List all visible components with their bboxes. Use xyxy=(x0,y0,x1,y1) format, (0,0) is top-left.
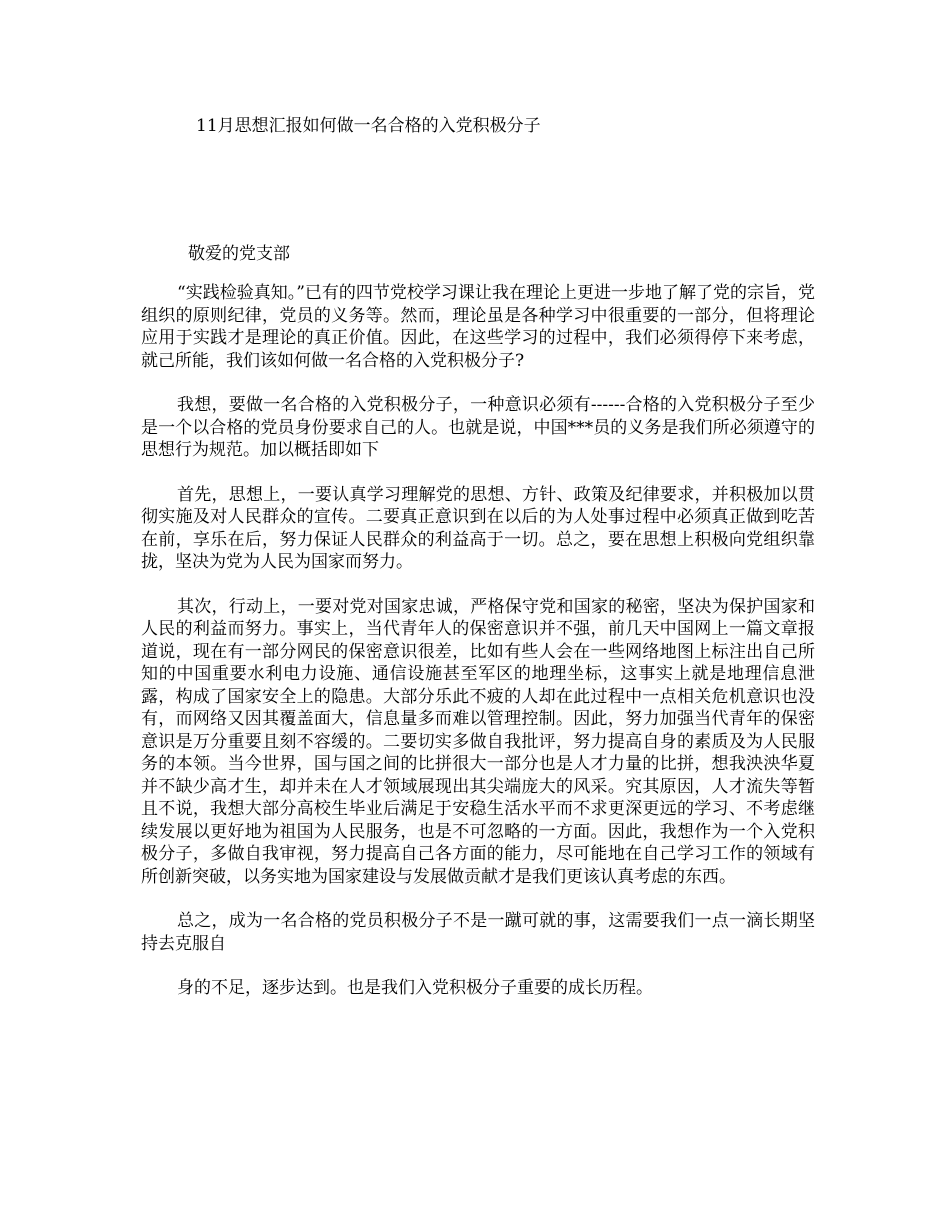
document-body xyxy=(141,282,815,1022)
paragraph-4: 其次，行动上，一要对党对国家忠诚，严格保守党和国家的秘密，坚决为保护国家和人民的利益而努力。事实上，当代青年人的保密意识并不强，前几天中国网上一篇文章报道说，现在有一部分网民的保密意识很差，比如有些人会在一些网络地图上标注出自己所知的中国重要水利电力设施、通信设施甚至军区的地理坐标，这事实上就是地理信息泄露，构成了国家安全上的隐患。大部分乐此不疲的人却在此过程中一点相关危机意识也没有，而网络又因其覆盖面大，信息量多而难以管理控制。因此，努力加强当代青年的保密意识是万分重要且刻不容缓的。二要切实多做自我批评，努力提高自身的素质及为人民服务的本领。当今世界，国与国之间的比拼很大一部分也是人才力量的比拼，想我泱泱华夏并不缺少高才生，却并未在人才领域展现出其尖端庞大的风采。究其原因，人才流失等暂且不说，我想大部分高校生毕业后满足于安稳生活水平而不求更深更远的学习、不考虑继续发展以更好地为祖国为人民服务，也是不可忽略的一方面。因此，我想作为一个入党积极分子，多做自我审视，努力提高自己各方面的能力，尽可能地在自己学习工作的领域有所创新突破，以务实地为国家建设与发展做贡献才是我们更该认真考虑的东西。 xyxy=(141,596,815,887)
paragraph-5: 总之，成为一名合格的党员积极分子不是一蹴可就的事，这需要我们一点一滴长期坚持去克服自 xyxy=(141,911,815,954)
paragraph-2: 我想，要做一名合格的入党积极分子，一种意识必须有------合格的入党积极分子至少是一个以合格的党员身份要求自己的人。也就是说，中国***员的义务是我们所必须遵守的思想行为规范。加以概括即如下 xyxy=(141,395,815,460)
paragraph-6: 身的不足，逐步达到。也是我们入党积极分子重要的成长历程。 xyxy=(177,978,653,998)
document-title: 11月思想汇报如何做一名合格的入党积极分子 xyxy=(196,116,541,136)
salutation: 敬爱的党支部 xyxy=(188,244,290,264)
paragraph-1: “实践检验真知。”已有的四节党校学习课让我在理论上更进一步地了解了党的宗旨，党组织的原则纪律，党员的义务等。然而，理论虽是各种学习中很重要的一部分，但将理论应用于实践才是理论的真正价值。因此，在这些学习的过程中，我们必须得停下来考虑，就己所能，我们该如何做一名合格的入党积极分子? xyxy=(141,283,815,371)
paragraph-3: 首先，思想上，一要认真学习理解党的思想、方针、政策及纪律要求，并积极加以贯彻实施及对人民群众的宣传。二要真正意识到在以后的为人处事过程中必须真正做到吃苦在前，享乐在后，努力保证人民群众的利益高于一切。总之，要在思想上积极向党组织靠拢，坚决为党为人民为国家而努力。 xyxy=(141,484,815,572)
